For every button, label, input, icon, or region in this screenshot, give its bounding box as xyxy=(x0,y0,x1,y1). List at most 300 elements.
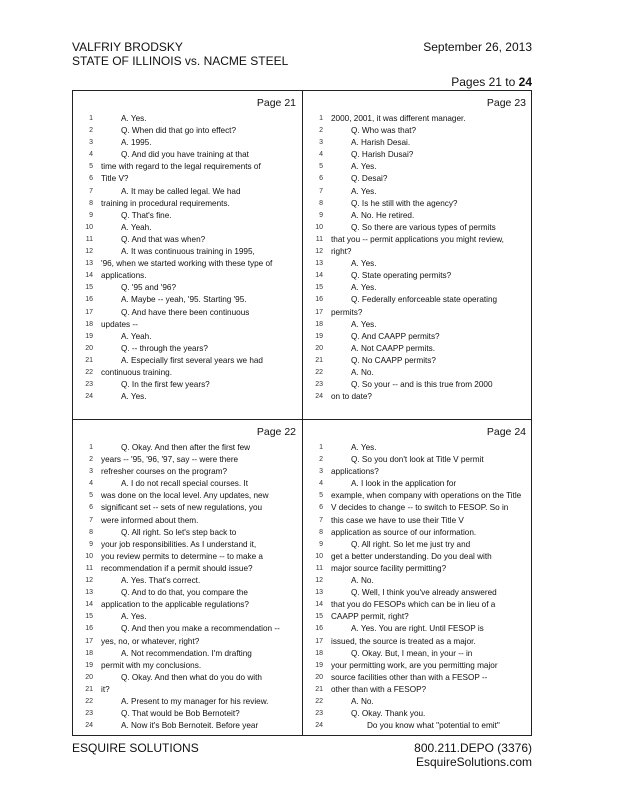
line-number: 18 xyxy=(315,320,323,328)
line-text: A. No. He retired. xyxy=(351,210,415,220)
line-text: applications? xyxy=(331,467,379,477)
line-number: 8 xyxy=(319,199,323,207)
line-text: issued, the source is treated as a major. xyxy=(331,636,476,646)
transcript-line xyxy=(303,149,532,161)
line-text: application as source of our information. xyxy=(331,527,477,537)
line-number: 6 xyxy=(89,504,93,512)
line-number: 1 xyxy=(319,115,323,122)
transcript-line xyxy=(303,696,532,708)
transcript-page-21 xyxy=(73,91,302,414)
transcript-page-24 xyxy=(303,420,532,743)
line-number: 3 xyxy=(89,468,93,476)
line-text: other than with a FESOP? xyxy=(331,684,427,694)
line-text: on to date? xyxy=(331,392,372,402)
transcript-line xyxy=(73,672,302,684)
transcript-line xyxy=(303,186,532,198)
line-text: A. No. xyxy=(351,576,374,586)
page-number: Page 24 xyxy=(486,426,526,438)
line-text: A. Yes. xyxy=(351,186,377,196)
transcript-line xyxy=(73,307,302,319)
line-text: A. Present to my manager for his review. xyxy=(121,696,269,706)
transcript-line xyxy=(73,648,302,660)
transcript-line xyxy=(303,515,532,527)
line-text: that you -- permit applications you might review, xyxy=(331,234,504,244)
line-number: 15 xyxy=(85,613,93,621)
line-text: Q. '95 and '96? xyxy=(121,283,177,293)
line-number: 22 xyxy=(315,697,323,705)
line-number: 4 xyxy=(89,151,93,159)
transcript-line xyxy=(303,587,532,599)
line-number: 13 xyxy=(315,589,323,597)
line-text: Q. Okay. But, I mean, in your -- in xyxy=(351,648,473,658)
transcript-line xyxy=(73,515,302,527)
firm-phone: 800.211.DEPO (3376) xyxy=(414,741,532,755)
transcript-line xyxy=(73,367,302,379)
line-text: A. I look in the application for xyxy=(351,479,457,489)
line-text: example, when company with operations on the Title xyxy=(331,491,522,501)
line-number: 6 xyxy=(319,175,323,183)
line-text: A. Yes. xyxy=(121,114,147,123)
line-text: A. Yes. xyxy=(351,443,377,452)
line-text: Q. Okay. And then after the first few xyxy=(121,443,251,452)
line-text: application to the applicable regulations? xyxy=(101,600,249,610)
line-text: training in procedural requirements. xyxy=(101,198,230,208)
line-text: V decides to change -- to switch to FESOP. So in xyxy=(331,503,509,513)
line-text: refresher courses on the program? xyxy=(101,467,228,477)
line-number: 12 xyxy=(315,577,323,585)
transcript-line xyxy=(73,222,302,234)
line-number: 3 xyxy=(319,139,323,147)
line-number: 16 xyxy=(85,625,93,633)
line-text: continuous training. xyxy=(101,367,173,377)
transcript-line xyxy=(73,319,302,331)
transcript-line xyxy=(73,113,302,125)
line-number: 14 xyxy=(85,601,93,609)
line-text: Q. All right. So let me just try and xyxy=(351,539,471,549)
line-text: was done on the local level. Any updates, new xyxy=(101,491,269,501)
line-number: 8 xyxy=(89,528,93,536)
line-text: time with regard to the legal requirements of xyxy=(101,162,261,172)
transcript-line xyxy=(303,367,532,379)
transcript-lines xyxy=(303,442,532,732)
transcript-line xyxy=(303,623,532,635)
line-number: 19 xyxy=(85,661,93,669)
firm-name: ESQUIRE SOLUTIONS xyxy=(72,741,199,755)
transcript-line xyxy=(73,331,302,343)
line-number: 20 xyxy=(85,673,93,681)
transcript-line xyxy=(73,379,302,391)
line-number: 18 xyxy=(85,320,93,328)
line-text: Q. And have there been continuous xyxy=(121,307,250,317)
line-text: A. Yes. You are right. Until FESOP is xyxy=(351,624,484,634)
line-number: 23 xyxy=(315,710,323,718)
line-text: Q. And to do that, you compare the xyxy=(121,588,248,598)
line-text: A. Yes. xyxy=(351,319,377,329)
line-number: 16 xyxy=(315,296,323,304)
line-text: applications. xyxy=(101,271,147,281)
line-number: 13 xyxy=(315,260,323,268)
line-text: Q. Who was that? xyxy=(351,126,417,136)
line-text: Do you know what "potential to emit" xyxy=(367,721,500,731)
line-number: 11 xyxy=(85,564,93,572)
transcript-line xyxy=(73,551,302,563)
line-number: 16 xyxy=(85,296,93,304)
line-number: 21 xyxy=(315,356,323,364)
page-range-label: Pages 21 to xyxy=(451,75,516,89)
witness-name: VALFRIY BRODSKY xyxy=(72,40,183,54)
line-number: 24 xyxy=(85,722,93,730)
transcript-line xyxy=(73,258,302,270)
transcript-line xyxy=(303,478,532,490)
line-text: Q. Harish Dusai? xyxy=(351,150,414,160)
line-number: 24 xyxy=(315,393,323,401)
line-number: 6 xyxy=(319,504,323,512)
line-text: A. No. xyxy=(351,367,374,377)
transcript-line xyxy=(303,391,532,403)
line-number: 15 xyxy=(315,284,323,292)
line-number: 9 xyxy=(319,540,323,548)
line-text: Q. Is he still with the agency? xyxy=(351,198,458,208)
line-text: Q. Okay. And then what do you do with xyxy=(121,672,262,682)
transcript-page-22 xyxy=(73,420,302,743)
line-number: 24 xyxy=(85,393,93,401)
line-number: 20 xyxy=(315,673,323,681)
transcript-line xyxy=(303,137,532,149)
transcript-line xyxy=(73,575,302,587)
line-number: 10 xyxy=(315,552,323,560)
line-number: 10 xyxy=(85,223,93,231)
line-number: 12 xyxy=(85,248,93,256)
line-text: were informed about them. xyxy=(101,515,199,525)
transcript-line xyxy=(73,294,302,306)
transcript-line xyxy=(303,234,532,246)
transcript-line xyxy=(303,454,532,466)
transcript-line xyxy=(303,527,532,539)
line-text: recommendation if a permit should issue? xyxy=(101,563,253,573)
transcript-line xyxy=(73,454,302,466)
transcript-line xyxy=(303,343,532,355)
line-text: Q. And did you have training at that xyxy=(121,150,249,160)
line-number: 6 xyxy=(89,175,93,183)
transcript-line xyxy=(303,125,532,137)
page-number: Page 22 xyxy=(256,426,296,438)
page-number: Page 23 xyxy=(486,97,526,109)
line-number: 11 xyxy=(315,564,323,572)
transcript-line xyxy=(303,282,532,294)
line-text: A. Yeah. xyxy=(121,331,152,341)
line-number: 12 xyxy=(85,577,93,585)
transcript-line xyxy=(303,599,532,611)
line-text: source facilities other than with a FESOP -- xyxy=(331,672,488,682)
line-text: Q. And then you make a recommendation -- xyxy=(121,624,280,634)
transcript-line xyxy=(73,599,302,611)
line-text: A. Yes. xyxy=(351,162,377,172)
line-text: Q. So you don't look at Title V permit xyxy=(351,455,484,465)
line-number: 23 xyxy=(85,710,93,718)
transcript-line xyxy=(73,466,302,478)
line-number: 13 xyxy=(85,260,93,268)
transcript-line xyxy=(303,466,532,478)
line-text: A. Not recommendation. I'm drafting xyxy=(121,648,252,658)
line-number: 2 xyxy=(89,127,93,135)
line-number: 15 xyxy=(315,613,323,621)
line-text: Q. All right. So let's step back to xyxy=(121,527,237,537)
line-text: A. Not CAAPP permits. xyxy=(351,343,436,353)
line-text: this case we have to use their Title V xyxy=(331,515,464,525)
transcript-line xyxy=(303,210,532,222)
transcript-line xyxy=(303,502,532,514)
line-number: 13 xyxy=(85,589,93,597)
transcript-line xyxy=(73,696,302,708)
transcript-line xyxy=(303,660,532,672)
line-number: 22 xyxy=(85,697,93,705)
transcript-line xyxy=(73,246,302,258)
line-number: 22 xyxy=(85,368,93,376)
line-text: CAAPP permit, right? xyxy=(331,612,409,622)
line-number: 8 xyxy=(89,199,93,207)
transcript-line xyxy=(73,660,302,672)
line-text: Q. And that was when? xyxy=(121,234,206,244)
transcript-line xyxy=(303,551,532,563)
transcript-line xyxy=(303,246,532,258)
line-text: Q. State operating permits? xyxy=(351,271,452,281)
line-text: get a better understanding. Do you deal with xyxy=(331,551,492,561)
transcript-line xyxy=(303,355,532,367)
transcript-line xyxy=(303,198,532,210)
line-text: right? xyxy=(331,247,352,257)
line-number: 2 xyxy=(89,456,93,464)
line-number: 12 xyxy=(315,248,323,256)
page-range xyxy=(451,75,532,89)
transcript-line xyxy=(73,186,302,198)
transcript-grid xyxy=(72,90,532,736)
transcript-line xyxy=(303,270,532,282)
line-number: 18 xyxy=(315,649,323,657)
line-number: 19 xyxy=(315,661,323,669)
line-text: Q. So your -- and is this true from 2000 xyxy=(351,380,493,390)
transcript-line xyxy=(73,684,302,696)
transcript-line xyxy=(73,173,302,185)
transcript-line xyxy=(303,319,532,331)
line-number: 21 xyxy=(85,685,93,693)
line-number: 22 xyxy=(315,368,323,376)
line-number: 20 xyxy=(315,344,323,352)
line-text: A. Yes. xyxy=(351,283,377,293)
line-text: your job responsibilities. As I understand it, xyxy=(101,539,257,549)
line-number: 2 xyxy=(319,127,323,135)
line-number: 1 xyxy=(319,444,323,451)
transcript-line xyxy=(73,161,302,173)
line-text: Q. Desai? xyxy=(351,174,388,184)
page-number: Page 21 xyxy=(256,97,296,109)
line-number: 17 xyxy=(315,637,323,645)
transcript-line xyxy=(303,307,532,319)
line-number: 21 xyxy=(85,356,93,364)
line-number: 4 xyxy=(319,151,323,159)
transcript-line xyxy=(73,282,302,294)
transcript-line xyxy=(303,720,532,732)
line-text: Q. In the first few years? xyxy=(121,380,210,390)
line-number: 7 xyxy=(319,187,323,195)
transcript-page-23 xyxy=(303,91,532,414)
line-number: 14 xyxy=(315,601,323,609)
line-text: permit with my conclusions. xyxy=(101,660,202,670)
line-text: updates -- xyxy=(101,319,138,329)
transcript-line xyxy=(73,527,302,539)
line-text: A. It was continuous training in 1995, xyxy=(121,247,255,257)
transcript-line xyxy=(73,391,302,403)
line-text: Q. And CAAPP permits? xyxy=(351,331,440,341)
line-number: 17 xyxy=(85,637,93,645)
line-text: you review permits to determine -- to make a xyxy=(101,551,263,561)
line-text: A. Yes. xyxy=(351,259,377,269)
line-number: 7 xyxy=(89,516,93,524)
transcript-line xyxy=(303,294,532,306)
line-text: Q. That's fine. xyxy=(121,210,172,220)
line-text: '96, when we started working with these type of xyxy=(101,259,273,269)
transcript-lines xyxy=(73,442,302,732)
line-text: Q. Well, I think you've already answered xyxy=(351,588,497,598)
line-number: 4 xyxy=(319,480,323,488)
transcript-line xyxy=(303,379,532,391)
transcript-line xyxy=(73,149,302,161)
transcript-line xyxy=(303,113,532,125)
case-caption: STATE OF ILLINOIS vs. NACME STEEL xyxy=(72,54,289,68)
line-number: 11 xyxy=(85,235,93,243)
line-number: 11 xyxy=(315,235,323,243)
transcript-line xyxy=(73,478,302,490)
line-number: 9 xyxy=(319,211,323,219)
line-text: A. Yes. xyxy=(121,392,147,402)
line-number: 10 xyxy=(315,223,323,231)
line-number: 10 xyxy=(85,552,93,560)
transcript-line xyxy=(73,355,302,367)
line-number: 20 xyxy=(85,344,93,352)
line-text: A. It may be called legal. We had xyxy=(121,186,241,196)
line-text: yes, no, or whatever, right? xyxy=(101,636,200,646)
line-text: Title V? xyxy=(101,174,129,184)
transcript-lines xyxy=(73,113,302,403)
line-number: 3 xyxy=(319,468,323,476)
transcript-line xyxy=(73,137,302,149)
transcript-line xyxy=(303,575,532,587)
line-text: Q. That would be Bob Bernoteit? xyxy=(121,709,240,719)
transcript-line xyxy=(303,636,532,648)
transcript-line xyxy=(73,587,302,599)
transcript-line xyxy=(73,490,302,502)
line-number: 5 xyxy=(89,492,93,500)
transcript-line xyxy=(303,173,532,185)
line-text: A. Yes. That's correct. xyxy=(121,576,201,586)
line-text: years -- '95, '96, '97, say -- were there xyxy=(101,455,239,465)
transcript-line xyxy=(73,343,302,355)
line-text: permits? xyxy=(331,307,363,317)
line-number: 14 xyxy=(315,272,323,280)
line-text: that you do FESOPs which can be in lieu of a xyxy=(331,600,496,610)
transcript-line xyxy=(303,684,532,696)
line-text: significant set -- sets of new regulations, you xyxy=(101,503,263,513)
transcript-line xyxy=(73,234,302,246)
line-number: 18 xyxy=(85,649,93,657)
line-text: Q. -- through the years? xyxy=(121,343,208,353)
line-number: 5 xyxy=(319,492,323,500)
line-number: 1 xyxy=(89,444,93,451)
transcript-line xyxy=(303,539,532,551)
line-number: 17 xyxy=(85,308,93,316)
transcript-line xyxy=(73,198,302,210)
line-text: A. Yeah. xyxy=(121,222,152,232)
line-text: it? xyxy=(101,684,110,694)
line-number: 7 xyxy=(89,187,93,195)
transcript-line xyxy=(303,161,532,173)
line-number: 16 xyxy=(315,625,323,633)
line-number: 14 xyxy=(85,272,93,280)
line-text: A. Maybe -- yeah, '95. Starting '95. xyxy=(121,295,247,305)
line-text: your permitting work, are you permitting major xyxy=(331,660,498,670)
transcript-line xyxy=(73,502,302,514)
transcript-line xyxy=(73,708,302,720)
line-number: 23 xyxy=(85,381,93,389)
line-text: Q. No CAAPP permits? xyxy=(351,355,436,365)
line-text: A. No. xyxy=(351,696,374,706)
transcript-line xyxy=(303,331,532,343)
transcript-line xyxy=(73,270,302,282)
deposition-date: September 26, 2013 xyxy=(423,40,532,54)
transcript-line xyxy=(73,539,302,551)
line-number: 1 xyxy=(89,115,93,122)
line-text: Q. So there are various types of permits xyxy=(351,222,496,232)
transcript-line xyxy=(73,611,302,623)
line-text: A. Harish Desai. xyxy=(351,138,411,148)
line-number: 3 xyxy=(89,139,93,147)
transcript-line xyxy=(73,563,302,575)
line-text: Q. Okay. Thank you. xyxy=(351,709,426,719)
line-number: 2 xyxy=(319,456,323,464)
line-text: Q. Federally enforceable state operating xyxy=(351,295,498,305)
line-text: A. I do not recall special courses. It xyxy=(121,479,248,489)
line-text: 2000, 2001, it was different manager. xyxy=(331,114,466,123)
transcript-line xyxy=(73,442,302,454)
line-number: 17 xyxy=(315,308,323,316)
transcript-line xyxy=(303,222,532,234)
line-number: 7 xyxy=(319,516,323,524)
transcript-line xyxy=(303,442,532,454)
transcript-line xyxy=(303,563,532,575)
line-number: 19 xyxy=(315,332,323,340)
page-range-end: 24 xyxy=(518,75,532,89)
transcript-line xyxy=(303,648,532,660)
transcript-line xyxy=(73,125,302,137)
line-number: 8 xyxy=(319,528,323,536)
transcript-line xyxy=(73,720,302,732)
line-text: A. 1995. xyxy=(121,138,152,148)
transcript-line xyxy=(303,708,532,720)
firm-website: EsquireSolutions.com xyxy=(415,755,532,769)
line-text: Q. When did that go into effect? xyxy=(121,126,237,136)
line-number: 5 xyxy=(319,163,323,171)
line-number: 24 xyxy=(315,722,323,730)
line-text: A. Especially first several years we had xyxy=(121,355,263,365)
line-number: 5 xyxy=(89,163,93,171)
transcript-line xyxy=(303,672,532,684)
line-number: 19 xyxy=(85,332,93,340)
line-number: 9 xyxy=(89,540,93,548)
transcript-line xyxy=(303,258,532,270)
line-number: 4 xyxy=(89,480,93,488)
transcript-line xyxy=(73,210,302,222)
line-number: 15 xyxy=(85,284,93,292)
line-number: 23 xyxy=(315,381,323,389)
